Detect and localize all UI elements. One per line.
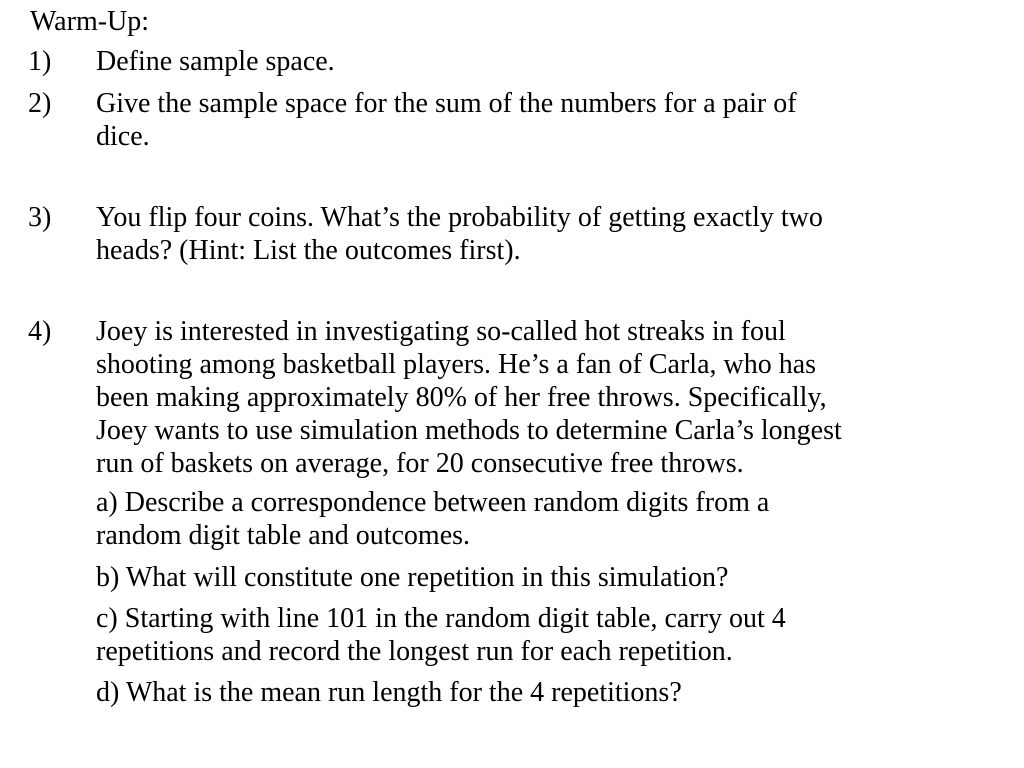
question-number: 4): [28, 316, 52, 347]
question-line: Give the sample space for the sum of the numbers for a pair of: [96, 88, 797, 119]
question-text: [96, 87, 1018, 153]
subpart-c: [96, 602, 1018, 668]
question-text: [96, 201, 1018, 267]
question-line: Joey wants to use simulation methods to determine Carla’s longest: [96, 415, 842, 446]
question-number: 1): [28, 46, 52, 77]
question-line: dice.: [96, 121, 150, 152]
question-text: [96, 315, 1018, 480]
question-number: 2): [28, 88, 52, 119]
question-line: You flip four coins. What’s the probability of getting exactly two: [96, 202, 823, 233]
question-line: shooting among basketball players. He’s a fan of Carla, who has: [96, 349, 817, 380]
question-line: been making approximately 80% of her free throws. Specifically,: [96, 382, 827, 413]
question-line: heads? (Hint: List the outcomes first).: [96, 235, 521, 266]
subpart-line: b) What will constitute one repetition in this simulation?: [96, 562, 729, 593]
question-text: Define sample space.: [96, 46, 335, 77]
subpart-line: repetitions and record the longest run for each repetition.: [96, 636, 733, 667]
subpart-line: d) What is the mean run length for the 4 repetitions?: [96, 677, 682, 708]
subpart-d: [96, 676, 1018, 709]
question-number: 3): [28, 202, 52, 233]
question-line: run of baskets on average, for 20 consecutive free throws.: [96, 448, 744, 479]
subpart-line: a) Describe a correspondence between random digits from a: [96, 487, 770, 518]
subpart-b: [96, 561, 1018, 594]
slide-heading: Warm-Up:: [30, 6, 150, 37]
question-line: Joey is interested in investigating so-called hot streaks in foul: [96, 316, 786, 347]
subpart-line: c) Starting with line 101 in the random digit table, carry out 4: [96, 603, 786, 634]
subpart-a: [96, 486, 1018, 552]
subpart-line: random digit table and outcomes.: [96, 520, 471, 551]
